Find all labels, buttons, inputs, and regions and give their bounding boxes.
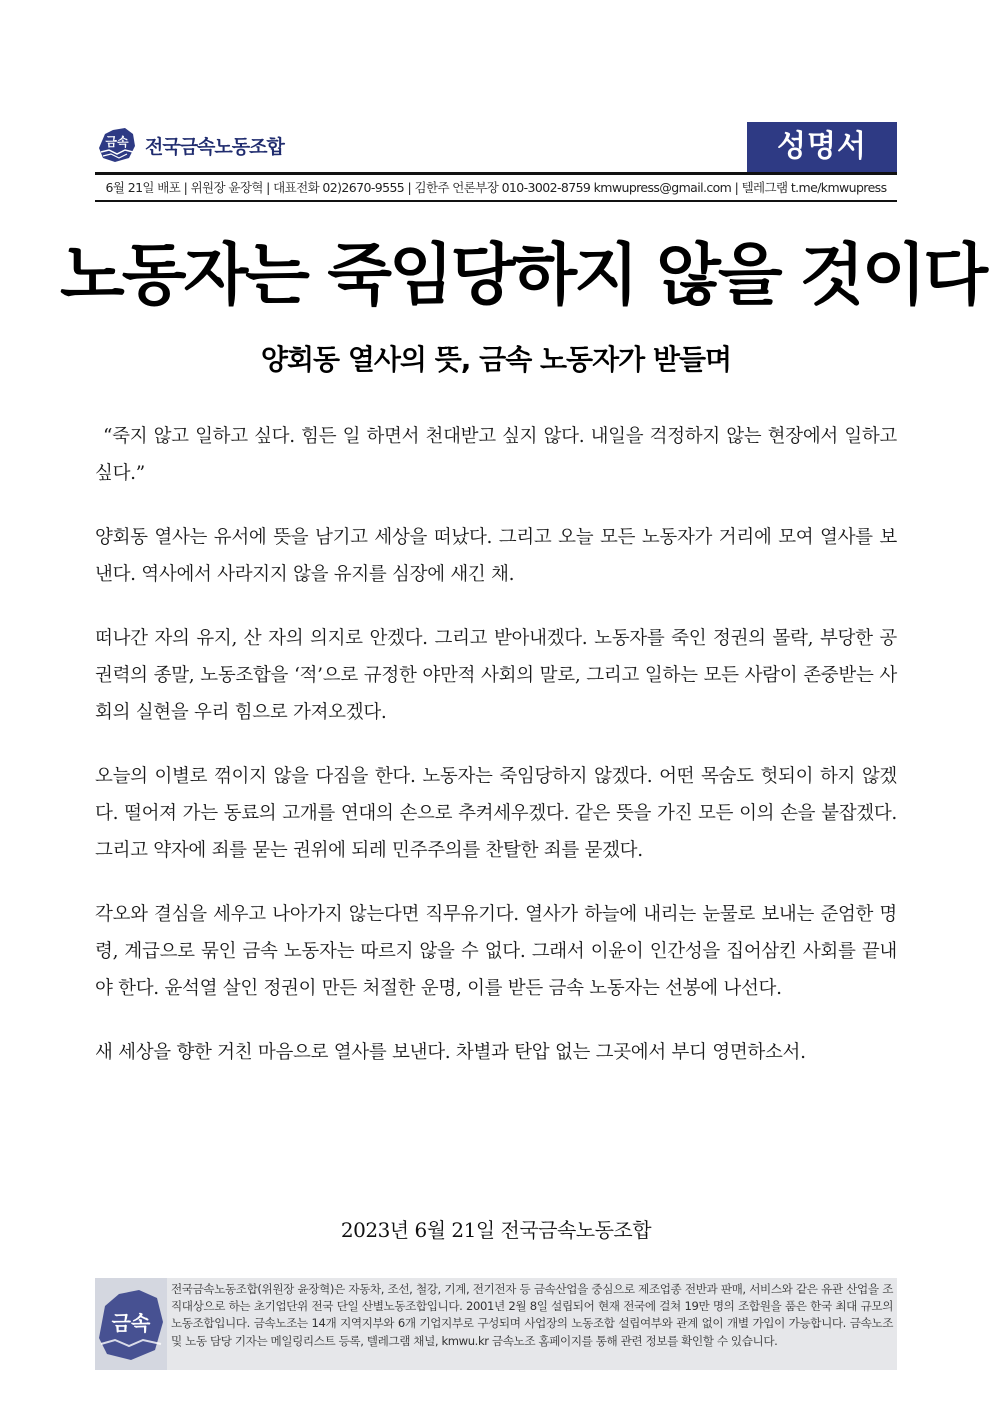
- paragraph: 오늘의 이별로 꺾이지 않을 다짐을 한다. 노동자는 죽임당하지 않겠다. 어떤 목숨도 헛되이 하지 않겠다. 떨어져 가는 동료의 고개를 연대의 손으로 추켜세우겠다. 같은 뜻을 가진 모든 이의 손을 붙잡겠다. 그리고 약자에 죄를 묻는 권위에 되레 민주주의를 찬탈한 죄를 묻겠다.: [95, 766, 897, 861]
- paragraph: “죽지 않고 일하고 싶다. 힘든 일 하면서 천대받고 싶지 않다. 내일을 걱정하지 않는 현장에서 일하고 싶다.”: [95, 426, 897, 484]
- statement-subtitle: 양회동 열사의 뜻, 금속 노동자가 받들며: [260, 343, 732, 376]
- union-emblem-icon: [95, 122, 139, 166]
- statement-body: [95, 418, 897, 1098]
- letterhead: [95, 120, 897, 200]
- paragraph: 양회동 열사는 유서에 뜻을 남기고 세상을 떠났다. 그리고 오늘 모든 노동자가 거리에 모여 열사를 보낸다. 역사에서 사라지지 않을 유지를 심장에 새긴 채.: [95, 527, 897, 585]
- dateline: 2023년 6월 21일 전국금속노동조합: [340, 1218, 652, 1242]
- statement-title: 노동자는 죽임당하지 않을 것이다: [60, 236, 986, 314]
- doc-type-badge: 성명서: [747, 122, 897, 172]
- union-footer-logo-icon: [95, 1278, 167, 1370]
- footer-box: [95, 1278, 897, 1370]
- paragraph: 각오와 결심을 세우고 나아가지 않는다면 직무유기다. 열사가 하늘에 내리는 눈물로 보내는 준엄한 명령, 계급으로 묶인 금속 노동자는 따르지 않을 수 없다. 그래서 이윤이 인간성을 집어삼킨 사회를 끝내야 한다. 윤석열 살인 정권이 만든 처절한 운명, 이를 받든 금속 노동자는 선봉에 나선다.: [95, 904, 897, 999]
- org-name: 전국금속노동조합: [145, 136, 284, 158]
- header-rule-bottom: [95, 200, 897, 202]
- paragraph: 떠나간 자의 유지, 산 자의 의지로 안겠다. 그리고 받아내겠다. 노동자를 죽인 정권의 몰락, 부당한 공권력의 종말, 노동조합을 ‘적’으로 규정한 야만적 사회의 말로, 그리고 일하는 모든 사람이 존중받는 사회의 실현을 우리 힘으로 가져오겠다.: [95, 628, 897, 723]
- footer-logo-text: 금속: [111, 1311, 151, 1335]
- union-logo: [95, 122, 305, 172]
- emblem-text: 금속: [105, 135, 129, 149]
- union-description: 전국금속노동조합(위원장 윤장혁)은 자동차, 조선, 철강, 기계, 전기전자 등 금속산업을 중심으로 제조업종 전반과 판매, 서비스와 같은 유관 산업을 조직대상으로 하는 초기업단위 전국 단일 산별노동조합입니다. 2001년 2월 8일 설립되어 현재 전국에 걸쳐 19만 명의 조합원을 품은 한국 최대 규모의 노동조합입니다. 금속노조는 14개 지역지부와 6개 기업지부로 구성되며 사업장의 노동조합 설립여부와 관계 없이 개별 가입이 가능합니다. 금속노조 및 노동 담당 기자는 메일링리스트 등록, 텔레그램 채널, kmwu.kr 금속노조 홈페이지를 통해 관련 정보를 확인할 수 있습니다.: [171, 1282, 893, 1348]
- contact-info: 6월 21일 배포 | 위원장 윤장혁 | 대표전화 02)2670-9555 | 김한주 언론부장 010-3002-8759 kmwupress@gmail.com | 텔레그램 t.me/kmwupress: [105, 180, 887, 195]
- paragraph: 새 세상을 향한 거친 마음으로 열사를 보낸다. 차별과 탄압 없는 그곳에서 부디 영면하소서.: [95, 1042, 806, 1063]
- header-rule: [95, 172, 897, 175]
